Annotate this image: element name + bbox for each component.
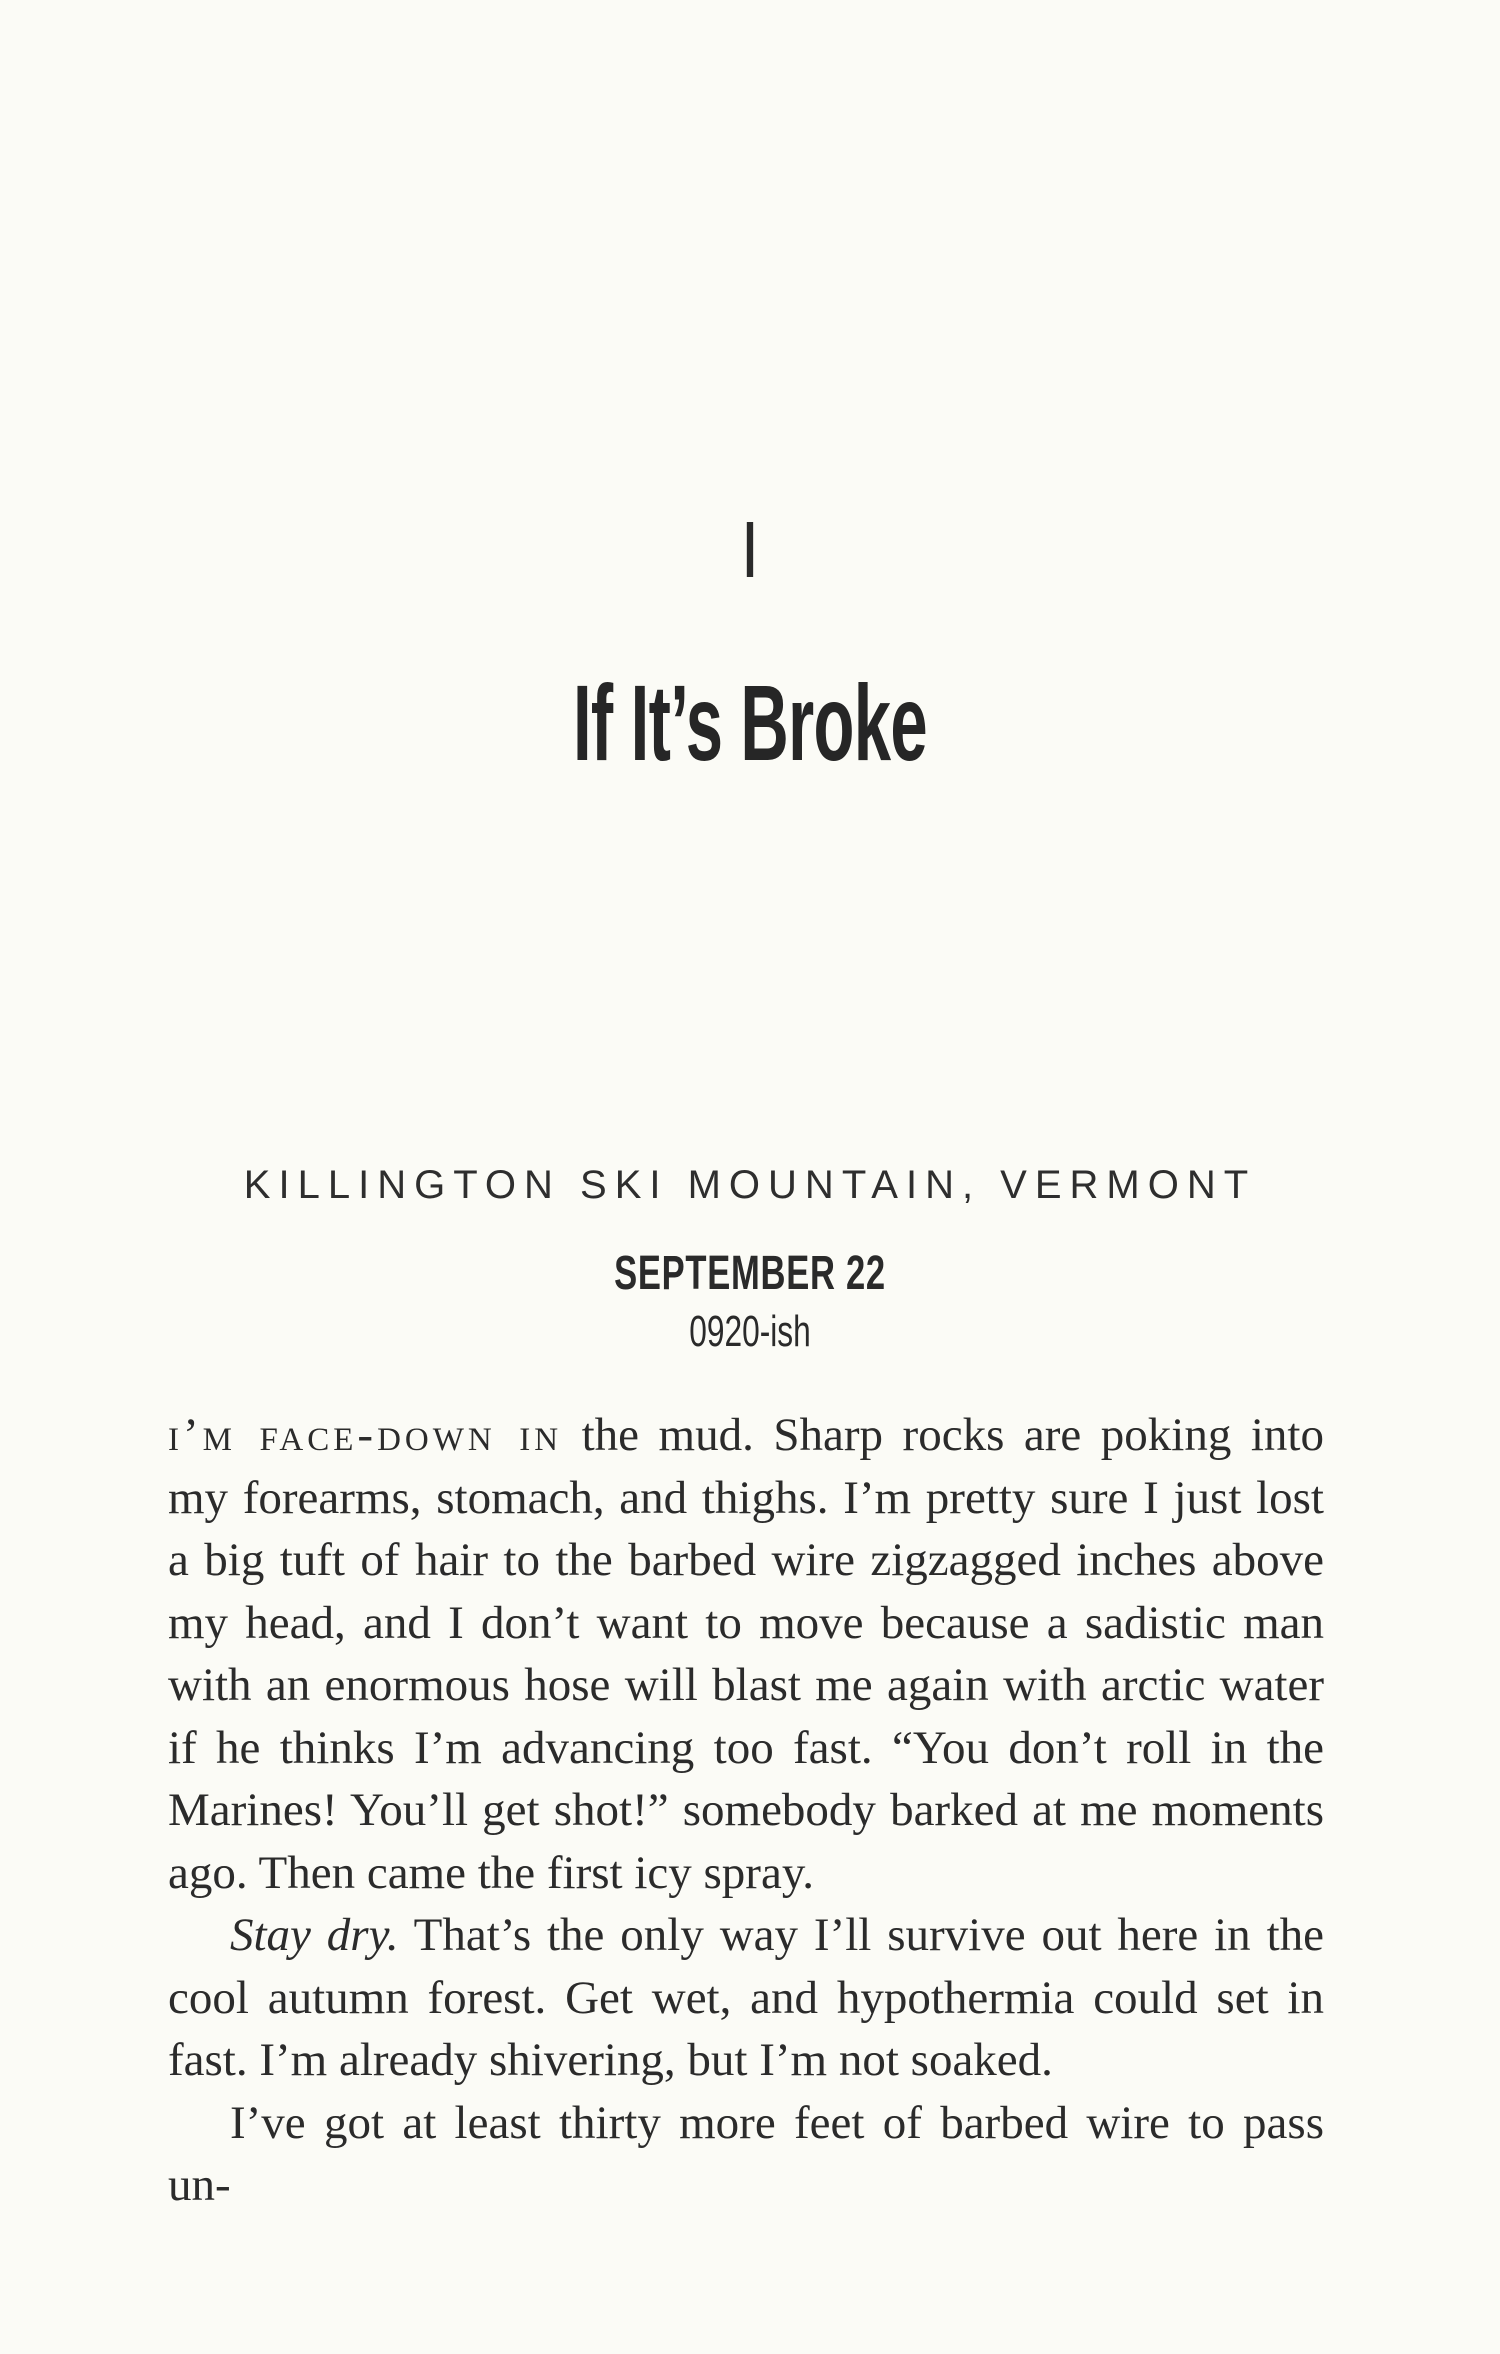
paragraph-2-emphasis: Stay dry.: [230, 1909, 399, 1961]
chapter-number: I: [743, 505, 757, 594]
paragraph-2: [168, 1904, 1324, 2092]
paragraph-3: I’ve got at least thirty more feet of barbed wire to pass un-: [168, 2096, 1324, 2211]
dateline-date: SEPTEMBER 22: [614, 1247, 886, 1300]
dateline-time: 0920-ish: [689, 1307, 811, 1356]
chapter-title: If It’s Broke: [572, 662, 928, 783]
paragraph-1-text: the mud. Sharp rocks are poking into my forearms, stomach, and thighs. I’m pretty sure I just lost a big tuft of hair to the barbed wire zigzagged inches above my head, and I don’t want to move because a sadistic man with an enormous hose will blast me again with arctic water if he thinks I’m advancing too fast. “You don’t roll in the Marines! You’ll get shot!” somebody barked at me moments ago. Then came the first icy spray.: [168, 1409, 1324, 1899]
paragraph-1: [168, 1404, 1324, 1904]
chapter-body: [168, 1404, 1324, 2217]
paragraph-lead-in: i’m face-down in: [168, 1409, 563, 1461]
paragraph-2-text: That’s the only way I’ll survive out here in the cool autumn forest. Get wet, and hypothermia could set in fast. I’m already shivering, but I’m not soaked.: [168, 1909, 1324, 2086]
dateline-location: KILLINGTON SKI MOUNTAIN, VERMONT: [243, 1163, 1257, 1207]
